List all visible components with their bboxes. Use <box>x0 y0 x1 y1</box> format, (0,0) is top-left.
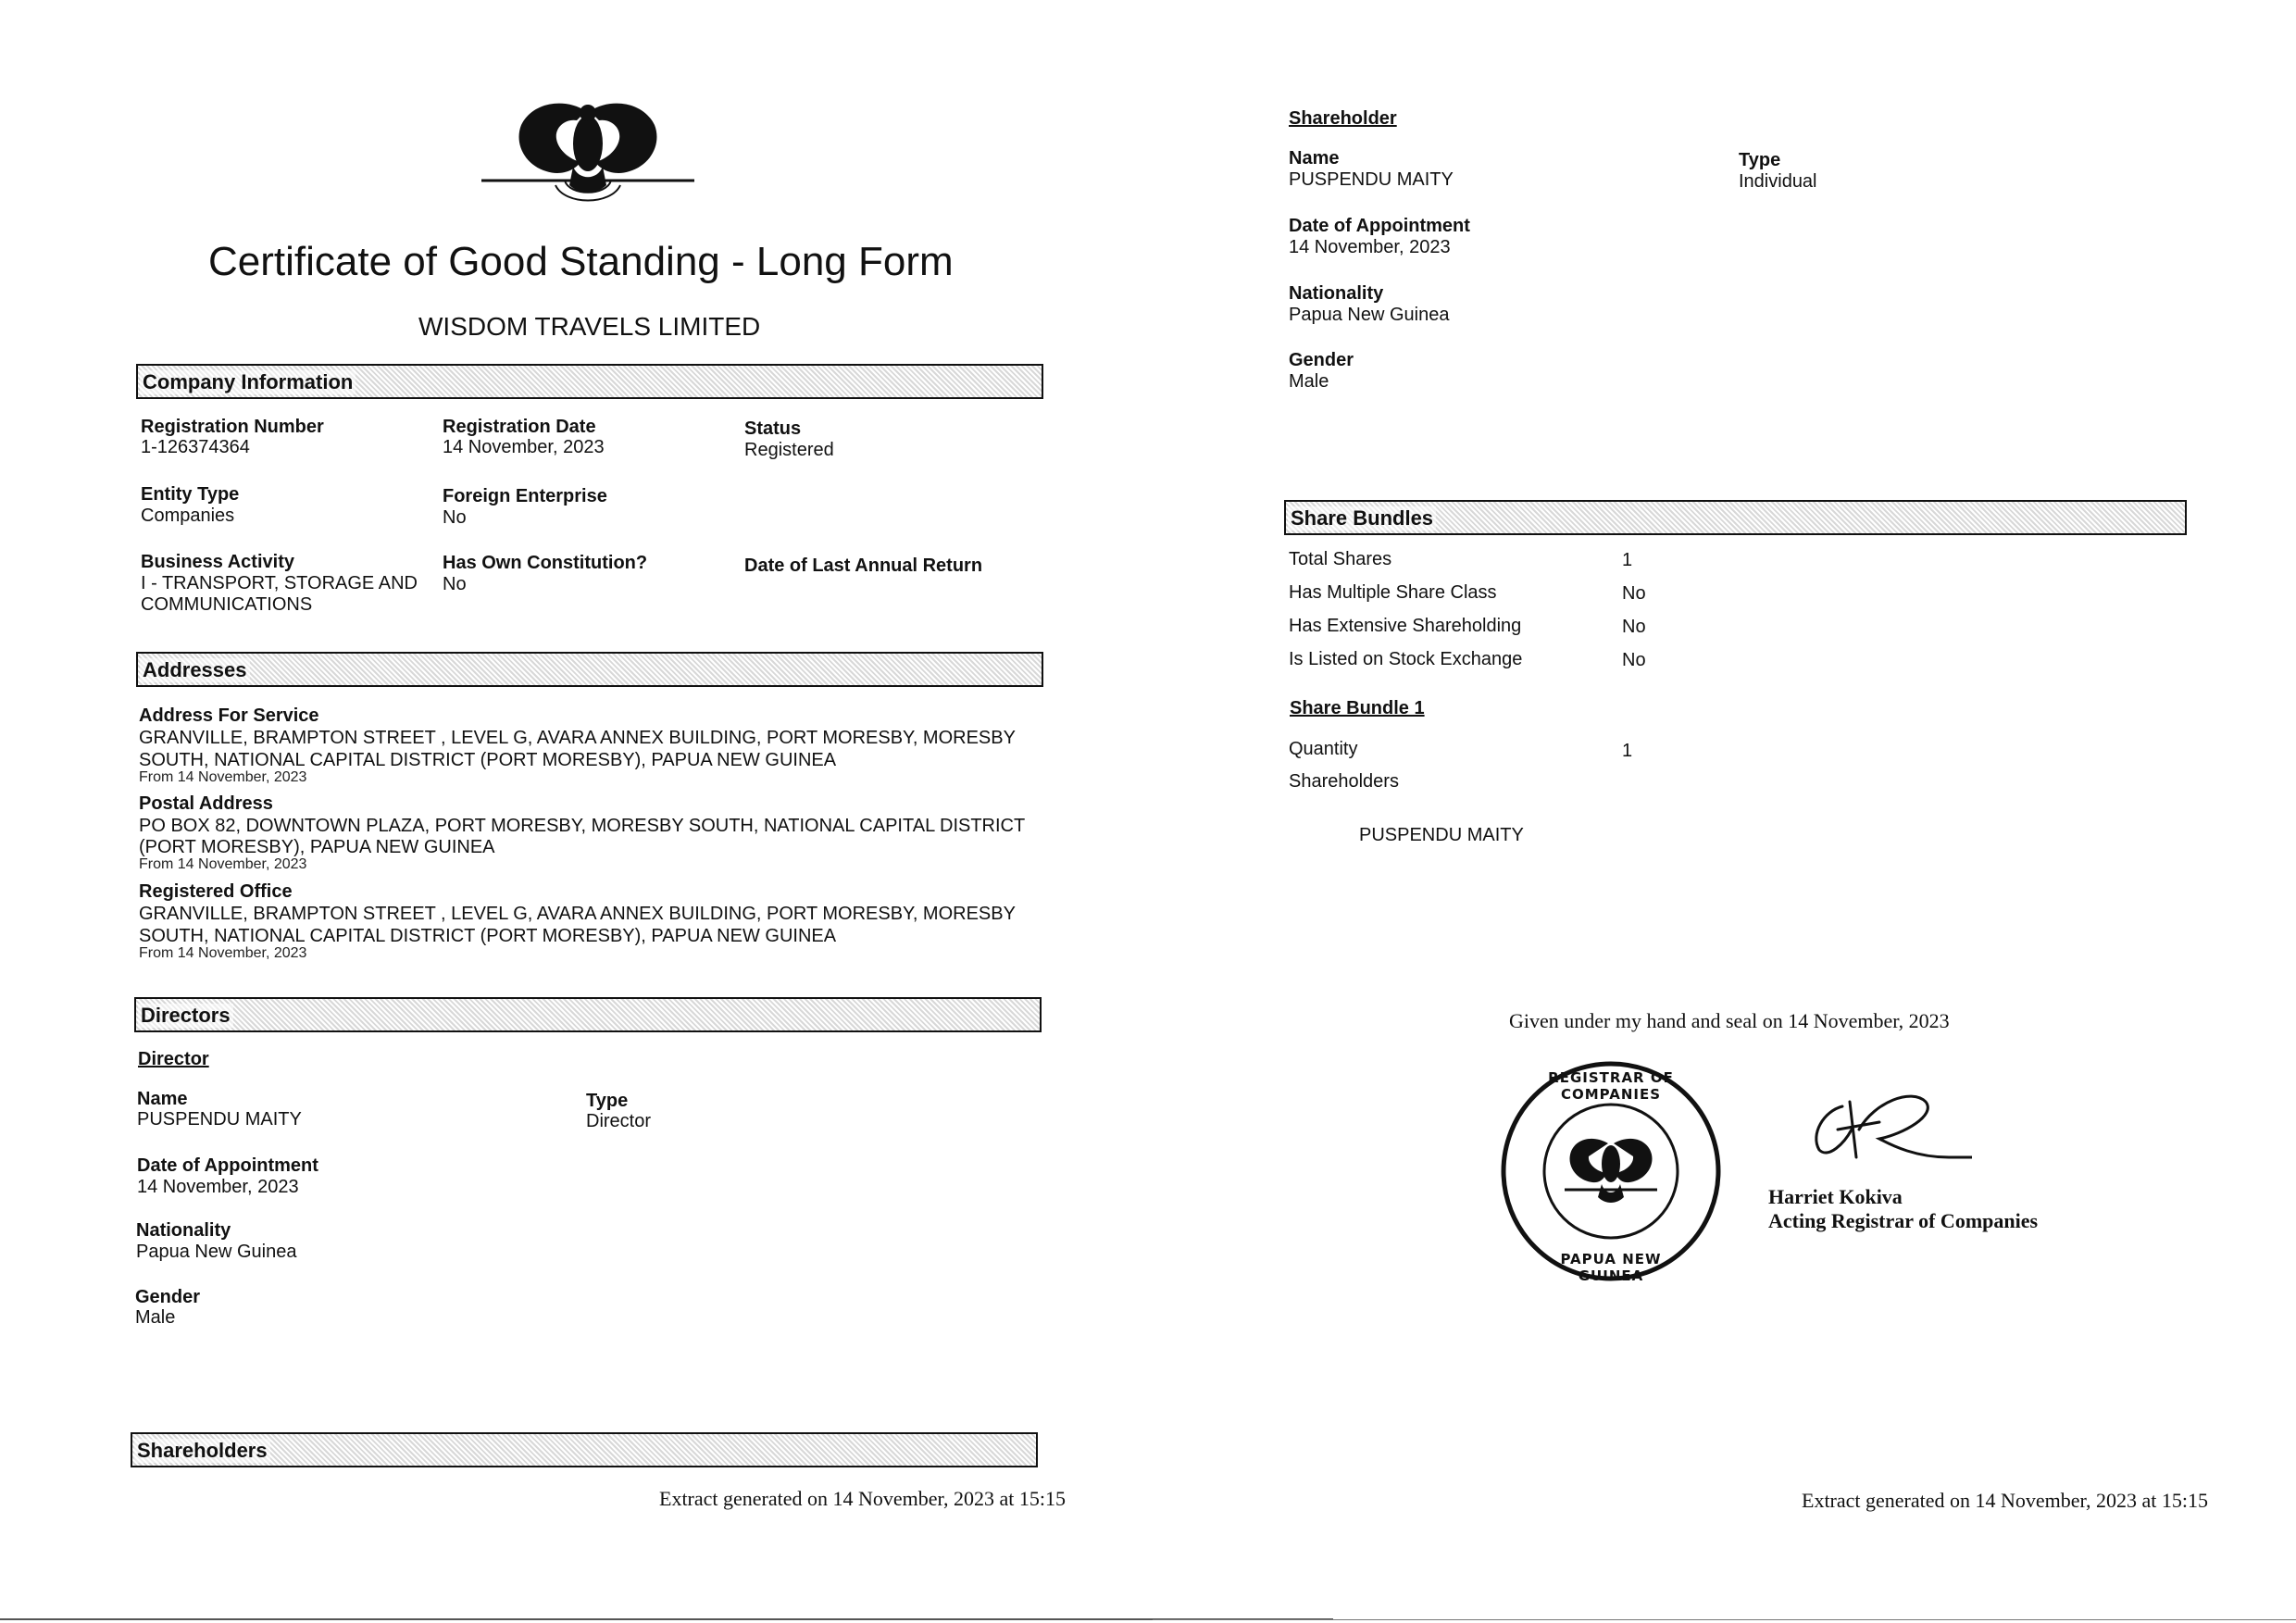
registrar-seal-icon <box>1500 1060 1722 1282</box>
address-line: GRANVILLE, BRAMPTON STREET , LEVEL G, AVARA ANNEX BUILDING, PORT MORESBY, MORESBY <box>139 728 1016 748</box>
shareholder-nationality: Papua New Guinea <box>1289 305 1450 325</box>
share-bundle-value: No <box>1622 583 1646 604</box>
section-heading: Company Information <box>140 370 356 394</box>
shareholder-gender-label: Gender <box>1289 350 1354 370</box>
address-from-date: From 14 November, 2023 <box>139 856 307 872</box>
company-name: WISDOM TRAVELS LIMITED <box>418 312 761 341</box>
director-name: PUSPENDU MAITY <box>137 1109 302 1130</box>
shareholder-nationality-label: Nationality <box>1289 283 1384 304</box>
field-label: Status <box>744 418 802 439</box>
share-bundle-value: 1 <box>1622 550 1633 570</box>
field-label: Registration Number <box>141 417 324 437</box>
section-heading: Share Bundles <box>1288 506 1436 531</box>
section-bar-share-bundles <box>1284 500 2187 535</box>
quantity-label: Quantity <box>1289 739 1358 759</box>
field-label: Business Activity <box>141 552 294 572</box>
shareholder-name-label: Name <box>1289 148 1340 169</box>
shareholder-name: PUSPENDU MAITY <box>1289 169 1454 190</box>
shareholder-gender: Male <box>1289 371 1329 392</box>
address-line: (PORT MORESBY), PAPUA NEW GUINEA <box>139 837 495 857</box>
field-label: Date of Last Annual Return <box>744 556 983 576</box>
director-subheading: Director <box>138 1049 209 1069</box>
field-label: Has Own Constitution? <box>443 553 648 573</box>
shareholder-doa: 14 November, 2023 <box>1289 237 1451 257</box>
field-label: Foreign Enterprise <box>443 486 607 506</box>
director-doa: 14 November, 2023 <box>137 1177 299 1197</box>
share-bundle-label: Total Shares <box>1289 549 1392 569</box>
extract-footer-right: Extract generated on 14 November, 2023 at 15:15 <box>1802 1489 2208 1512</box>
scan-edge-line <box>0 1618 1333 1620</box>
share-bundle-label: Has Extensive Shareholding <box>1289 616 1522 636</box>
extract-footer-left: Extract generated on 14 November, 2023 at 15:15 <box>659 1487 1066 1510</box>
address-line: SOUTH, NATIONAL CAPITAL DISTRICT (PORT MORESBY), PAPUA NEW GUINEA <box>139 750 837 770</box>
bundle-shareholder-name: PUSPENDU MAITY <box>1359 825 1524 845</box>
director-gender: Male <box>135 1307 176 1328</box>
director-type: Director <box>586 1111 652 1131</box>
section-heading: Directors <box>138 1004 233 1028</box>
field-label: Entity Type <box>141 484 240 505</box>
address-label: Postal Address <box>139 793 273 814</box>
share-bundle-value: No <box>1622 650 1646 670</box>
director-name-label: Name <box>137 1089 188 1109</box>
quantity-value: 1 <box>1622 741 1633 761</box>
address-line: PO BOX 82, DOWNTOWN PLAZA, PORT MORESBY, MORESBY SOUTH, NATIONAL CAPITAL DISTRICT <box>139 816 1026 836</box>
field-label: Registration Date <box>443 417 596 437</box>
director-doa-label: Date of Appointment <box>137 1155 318 1176</box>
field-value: No <box>443 507 467 528</box>
section-bar-addresses <box>136 652 1043 687</box>
shareholder-type: Individual <box>1739 171 1817 192</box>
share-bundle-1-heading: Share Bundle 1 <box>1290 698 1425 718</box>
field-value: I - TRANSPORT, STORAGE AND COMMUNICATIONS <box>141 573 418 615</box>
section-bar-shareholders <box>131 1432 1038 1467</box>
scan-edge-line <box>1153 1619 2296 1620</box>
address-from-date: From 14 November, 2023 <box>139 769 307 785</box>
director-nationality-label: Nationality <box>136 1220 231 1241</box>
address-line: SOUTH, NATIONAL CAPITAL DISTRICT (PORT MORESBY), PAPUA NEW GUINEA <box>139 926 837 946</box>
field-value: Companies <box>141 506 235 526</box>
address-label: Registered Office <box>139 881 293 902</box>
section-bar-directors <box>134 997 1042 1032</box>
signatory-name: Harriet Kokiva <box>1768 1185 1903 1208</box>
certificate-title: Certificate of Good Standing - Long Form <box>208 239 954 284</box>
director-type-label: Type <box>586 1091 629 1111</box>
section-heading: Shareholders <box>134 1439 270 1463</box>
address-label: Address For Service <box>139 705 319 726</box>
given-under-seal-text: Given under my hand and seal on 14 November, 2023 <box>1509 1009 1950 1032</box>
signatory-title: Acting Registrar of Companies <box>1768 1209 2039 1232</box>
field-value: No <box>443 574 467 594</box>
shareholder-type-label: Type <box>1739 150 1781 170</box>
shareholders-label: Shareholders <box>1289 771 1399 792</box>
section-heading: Addresses <box>140 658 250 682</box>
director-nationality: Papua New Guinea <box>136 1242 297 1262</box>
director-gender-label: Gender <box>135 1287 201 1307</box>
seal-text-bottom: PAPUA NEW GUINEA <box>1560 1251 1662 1284</box>
field-value: 14 November, 2023 <box>443 437 605 457</box>
field-value: 1-126374364 <box>141 437 250 457</box>
signature-icon <box>1787 1065 1972 1167</box>
shareholder-subheading: Shareholder <box>1289 108 1397 129</box>
seal-text-top: REGISTRAR OF COMPANIES <box>1548 1069 1674 1103</box>
share-bundle-value: No <box>1622 617 1646 637</box>
field-value: Registered <box>744 440 834 460</box>
shareholder-doa-label: Date of Appointment <box>1289 216 1470 236</box>
section-bar-company-information <box>136 364 1043 399</box>
bird-of-paradise-emblem-icon <box>477 93 699 208</box>
share-bundle-label: Has Multiple Share Class <box>1289 582 1497 603</box>
share-bundle-label: Is Listed on Stock Exchange <box>1289 649 1523 669</box>
address-line: GRANVILLE, BRAMPTON STREET , LEVEL G, AVARA ANNEX BUILDING, PORT MORESBY, MORESBY <box>139 904 1016 924</box>
address-from-date: From 14 November, 2023 <box>139 945 307 961</box>
